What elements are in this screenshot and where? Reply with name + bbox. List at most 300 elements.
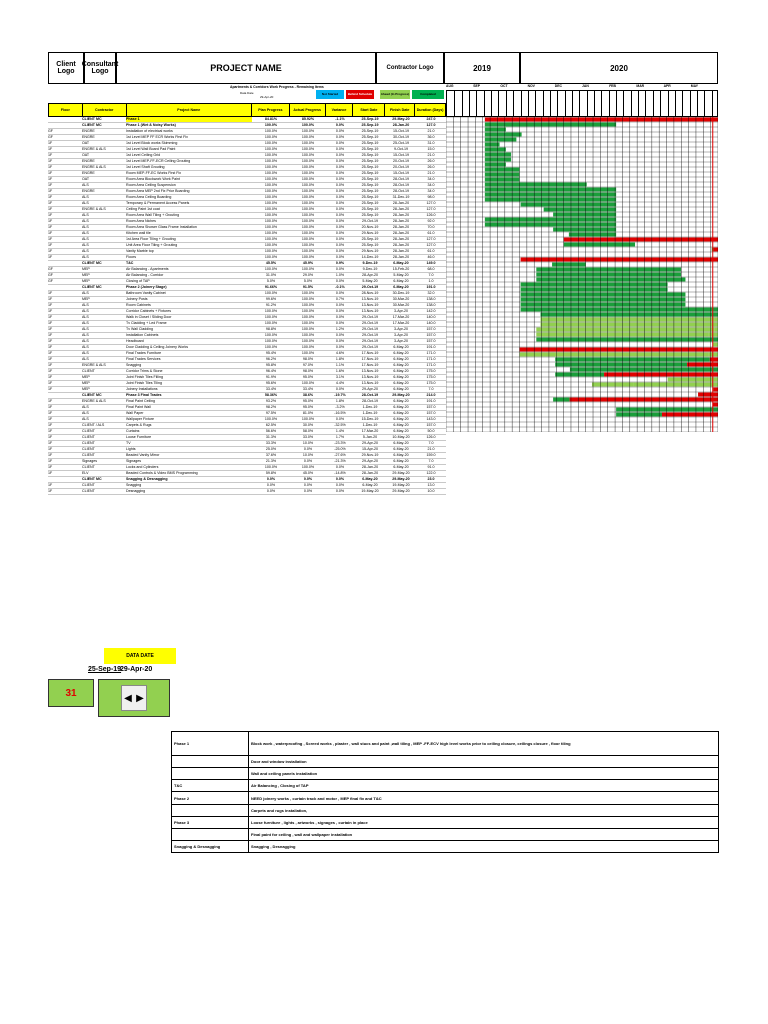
table-cell: Headboard	[126, 339, 252, 345]
table-cell: 138.0	[416, 297, 446, 303]
table-cell: 127.0	[416, 243, 446, 249]
table-cell: ALS	[82, 333, 126, 339]
table-cell: 29-May-20	[386, 393, 416, 399]
table-cell: 45.9%	[290, 261, 326, 267]
gantt-header-divider	[675, 91, 676, 116]
table-cell: 25-Sep-19	[354, 171, 386, 177]
table-cell: 29-Oct-19	[354, 339, 386, 345]
table-cell: 15-Feb-20	[386, 267, 416, 273]
gantt-bar-progress	[555, 373, 604, 377]
scope-row	[172, 829, 719, 841]
table-cell: 0.0%	[326, 201, 354, 207]
table-cell: ALS	[82, 411, 126, 417]
table-cell: Phase 1	[126, 117, 252, 123]
gantt-bar-completed	[485, 148, 506, 152]
table-cell: 17-Nov-19	[354, 357, 386, 363]
table-cell: 191.0	[416, 399, 446, 405]
table-cell: 97.0%	[290, 363, 326, 369]
table-cell: 0.0%	[326, 135, 354, 141]
table-cell: 0.0%	[326, 465, 354, 471]
gantt-bar-completed	[485, 183, 587, 187]
table-cell: 100.0%	[290, 159, 326, 165]
table-cell: Corridor Trims & Stone	[126, 369, 252, 375]
table-cell: 7.0	[416, 459, 446, 465]
table-cell: 100.0%	[252, 141, 290, 147]
table-cell: 100.0%	[252, 237, 290, 243]
table-cell: 100.0%	[252, 225, 290, 231]
table-cell: 1F	[48, 207, 82, 213]
gantt-header-divider	[579, 91, 580, 116]
table-cell: 28-Jan-20	[386, 249, 416, 255]
table-cell: 100.0%	[252, 129, 290, 135]
table-cell: MEP	[82, 375, 126, 381]
table-cell: 3-Apr-20	[386, 309, 416, 315]
table-cell: 127.0	[416, 207, 446, 213]
table-cell: Unit Area Floor Tiling + Grouting	[126, 243, 252, 249]
table-cell: 0.0%	[326, 483, 354, 489]
gantt-bar-completed	[485, 128, 506, 132]
table-cell: 25-Sep-19	[354, 135, 386, 141]
table-cell: 7.0	[416, 441, 446, 447]
table-cell: 100.0%	[290, 183, 326, 189]
gantt-month-label: FEB	[609, 84, 616, 88]
table-cell: 0.0%	[326, 141, 354, 147]
gantt-bar-remaining	[714, 318, 718, 322]
table-cell: 6-May-20	[386, 417, 416, 423]
table-cell: 10.0	[416, 489, 446, 495]
table-cell: 25-Sep-19	[354, 195, 386, 201]
table-cell: 6-May-20	[386, 381, 416, 387]
gantt-header-divider	[513, 91, 514, 116]
table-cell: 100.0%	[252, 153, 290, 159]
table-cell: 29-Oct-19	[354, 333, 386, 339]
data-date-value: 29-Apr-20	[260, 95, 274, 99]
table-cell: 100.0%	[290, 309, 326, 315]
table-cell: 6-May-20	[386, 399, 416, 405]
table-cell: Tv Cladding + Led Frame	[126, 321, 252, 327]
project-name: PROJECT NAME	[116, 52, 376, 84]
gantt-header-divider	[638, 91, 639, 116]
table-cell: 6-May-20	[386, 285, 416, 291]
gantt-header-divider	[543, 91, 544, 116]
table-cell: GF	[48, 273, 82, 279]
table-cell: 1F	[48, 195, 82, 201]
col-finish-date: Finish Date	[385, 104, 415, 116]
table-cell: 6-May-20	[354, 477, 386, 483]
table-cell: Room Cabinets	[126, 303, 252, 309]
table-cell: MEP	[82, 273, 126, 279]
table-cell: T&C	[126, 261, 252, 267]
table-cell: Final Trades Services	[126, 357, 252, 363]
table-cell: CLIENT MC	[82, 285, 126, 291]
table-cell: 1F	[48, 423, 82, 429]
gantt-bar-remaining	[698, 393, 718, 397]
table-cell: 68.0	[416, 267, 446, 273]
table-cell: 30-Dec-19	[386, 291, 416, 297]
table-cell: ALS	[82, 183, 126, 189]
date-start: 25-Sep-19	[88, 666, 122, 673]
gantt-bar-progress	[616, 413, 662, 417]
table-cell: 138.0	[416, 303, 446, 309]
table-cell: 0.0%	[326, 255, 354, 261]
table-cell: 100.0%	[290, 237, 326, 243]
table-cell: 0.0%	[326, 213, 354, 219]
table-cell: Wallpaper Fixture	[126, 417, 252, 423]
table-cell: 0.0%	[326, 159, 354, 165]
gantt-bar-completed	[521, 283, 668, 287]
table-cell: ALS	[82, 213, 126, 219]
table-cell: ENGRE	[82, 189, 126, 195]
table-cell: 28-Jan-20	[386, 213, 416, 219]
table-cell: 5.0%	[252, 279, 290, 285]
gantt-header-divider	[623, 91, 624, 116]
table-cell: Phase 3 Final Trades	[126, 393, 252, 399]
table-cell: 20-Oct-19	[386, 165, 416, 171]
table-cell: Phase 2 (Joinery Stage)	[126, 285, 252, 291]
table-cell: 6-May-20	[386, 375, 416, 381]
table-cell: Room MEP-FF-EC Works First Fix	[126, 171, 252, 177]
table-cell: 0.0%	[326, 249, 354, 255]
table-cell: 100.0%	[252, 165, 290, 171]
table-cell: -14.8%	[326, 471, 354, 477]
table-cell: 13-Nov-19	[354, 369, 386, 375]
table-cell: 29-Nov-19	[354, 249, 386, 255]
table-cell: 19-May-20	[354, 489, 386, 495]
table-cell: CLIENT	[82, 435, 126, 441]
gantt-header-divider	[557, 91, 558, 116]
gantt-bar-remaining	[709, 333, 718, 337]
table-cell: 100.0%	[290, 315, 326, 321]
scope-row	[172, 732, 719, 756]
col-actual-progress: Actual Progress	[290, 104, 326, 116]
scope-phase	[172, 768, 249, 780]
table-cell: 100.0%	[290, 339, 326, 345]
table-cell: MEP	[82, 267, 126, 273]
table-cell: Locks and Cylinders	[126, 465, 252, 471]
scope-row	[172, 768, 719, 780]
table-cell: 25-Sep-19	[354, 147, 386, 153]
table-cell: 31.0%	[252, 273, 290, 279]
table-cell: 100.0%	[252, 243, 290, 249]
gantt-bar-completed	[552, 263, 586, 267]
table-cell: Desnagging	[126, 489, 252, 495]
gantt-bar-completed	[485, 198, 616, 202]
table-cell: 100.0%	[290, 195, 326, 201]
table-cell: 46.0	[416, 255, 446, 261]
table-cell: 28-Jan-20	[354, 471, 386, 477]
table-cell: 26.0	[416, 159, 446, 165]
table-cell: Ceiling Paint 1st coat	[126, 207, 252, 213]
table-cell: GF	[48, 279, 82, 285]
table-cell: 29-Oct-19	[354, 327, 386, 333]
table-cell: 25-Sep-19	[354, 189, 386, 195]
scope-row	[172, 792, 719, 805]
table-cell: 29-Apr-20	[354, 387, 386, 393]
scope-description: Door and window installation	[249, 756, 719, 768]
gantt-header-divider	[653, 91, 654, 116]
gantt-header-divider	[594, 91, 595, 116]
table-cell: 100.0%	[290, 321, 326, 327]
table-cell: 0.0%	[326, 237, 354, 243]
gantt-header-divider	[476, 91, 477, 116]
date-spinner[interactable]	[121, 685, 147, 711]
table-cell: Installation Cabinets	[126, 333, 252, 339]
gantt-month-label: NOV	[527, 84, 535, 88]
table-cell: 30-Mar-20	[386, 297, 416, 303]
gantt-bar-remaining	[697, 378, 718, 382]
gantt-summary-bar	[485, 123, 616, 127]
col-variance: Variance	[326, 104, 354, 116]
table-cell: 28-Jan-20	[386, 225, 416, 231]
table-cell: -21.3%	[326, 459, 354, 465]
table-cell: Walk in Closet / Sliding Door	[126, 315, 252, 321]
table-cell: Kitchen wall tile	[126, 231, 252, 237]
table-cell: -19.7%	[326, 393, 354, 399]
table-cell: 100.0%	[290, 147, 326, 153]
table-cell: 25-Sep-19	[354, 165, 386, 171]
table-cell: 0.0%	[326, 165, 354, 171]
gantt-header-divider	[506, 91, 507, 116]
table-cell: 25-Sep-19	[354, 117, 386, 123]
table-cell: 28-Jan-20	[386, 255, 416, 261]
table-cell: ALS	[82, 237, 126, 243]
table-cell: 100.0%	[252, 123, 290, 129]
table-cell: 1F	[48, 459, 82, 465]
table-cell: 100.0%	[290, 141, 326, 147]
table-cell: 1.8%	[326, 399, 354, 405]
table-cell: Room Area Ceiling Suspension	[126, 183, 252, 189]
table-cell: 28-Oct-19	[354, 393, 386, 399]
table-cell: 29-Nov-19	[354, 453, 386, 459]
table-cell: 1F	[48, 369, 82, 375]
table-cell: 127.0	[416, 237, 446, 243]
gantt-bar-remaining	[570, 398, 718, 402]
gantt-bar-completed	[616, 408, 718, 412]
table-cell: 100.0%	[252, 189, 290, 195]
table-cell: 0.0%	[326, 225, 354, 231]
table-cell: 4.6%	[326, 351, 354, 357]
table-cell: 5-Jan-20	[354, 435, 386, 441]
table-cell: 0.0%	[326, 303, 354, 309]
table-cell: 0.0%	[326, 315, 354, 321]
table-cell: ALS	[82, 291, 126, 297]
table-cell: 33.3%	[252, 441, 290, 447]
gantt-bar-completed	[564, 243, 635, 247]
table-cell: 0.0%	[326, 195, 354, 201]
gantt-header-divider	[572, 91, 573, 116]
scope-row	[172, 780, 719, 792]
table-cell: 29-May-20	[386, 117, 416, 123]
table-cell: 1F	[48, 165, 82, 171]
table-cell: Room Area Shower Glass Frame Installation	[126, 225, 252, 231]
table-cell: ENGRE	[82, 129, 126, 135]
table-cell: ALS	[82, 315, 126, 321]
table-cell: 100.0%	[290, 381, 326, 387]
table-cell: 100.0%	[252, 171, 290, 177]
table-cell: 15.0	[416, 147, 446, 153]
table-cell: ALS	[82, 255, 126, 261]
gantt-bar-completed	[544, 208, 616, 212]
table-cell: MEP	[82, 279, 126, 285]
table-cell: 100.0%	[252, 201, 290, 207]
table-cell: CLIENT / ALS	[82, 423, 126, 429]
col-start-date: Start Date	[353, 104, 385, 116]
table-cell: 29-Oct-19	[354, 219, 386, 225]
scope-row	[172, 841, 719, 853]
table-cell: 21.0	[416, 171, 446, 177]
table-cell: 81.0%	[290, 411, 326, 417]
table-cell: 1F	[48, 183, 82, 189]
gantt-header-divider	[484, 91, 485, 116]
table-cell: MEP	[82, 387, 126, 393]
table-cell: -23.3%	[326, 441, 354, 447]
table-cell: 26.0	[416, 165, 446, 171]
table-cell: 0.0%	[290, 447, 326, 453]
table-cell: 6-May-20	[386, 345, 416, 351]
table-cell: 29-Apr-20	[354, 441, 386, 447]
table-cell: 6-May-20	[354, 483, 386, 489]
table-cell: 1F	[48, 363, 82, 369]
table-cell: 95.0%	[290, 375, 326, 381]
table-cell: 1-Dec-19	[354, 405, 386, 411]
scope-phase	[172, 805, 249, 817]
gantt-bar-completed	[485, 138, 517, 142]
table-cell: MEP	[82, 381, 126, 387]
table-cell: 25-Sep-19	[354, 177, 386, 183]
table-cell: Snagging	[126, 363, 252, 369]
table-cell: 1.7%	[326, 435, 354, 441]
gantt-month-label: AUG	[446, 84, 454, 88]
table-cell: GF	[48, 129, 82, 135]
table-cell: 1F	[48, 225, 82, 231]
table-cell: 98.0%	[290, 369, 326, 375]
gantt-header-divider	[528, 91, 529, 116]
table-cell: 3-Apr-20	[386, 327, 416, 333]
client-logo: Client Logo	[48, 52, 84, 84]
legend-not-started: Not Started	[316, 90, 344, 99]
table-cell: 99.6%	[252, 297, 290, 303]
gantt-bar-completed	[536, 268, 681, 272]
table-cell: 1F	[48, 411, 82, 417]
table-cell: 92.0	[416, 219, 446, 225]
gantt-bar-remaining	[714, 248, 718, 252]
table-cell: 1st Level Wall Board Pad Paint	[126, 147, 252, 153]
gantt-bar-completed	[553, 228, 616, 232]
table-cell: 1.0%	[326, 273, 354, 279]
table-cell: Lights	[126, 447, 252, 453]
table-cell: 0.0%	[252, 477, 290, 483]
table-cell: 100.0%	[290, 201, 326, 207]
table-cell: 100.0%	[290, 249, 326, 255]
table-cell: 100.0%	[290, 123, 326, 129]
gantt-header-divider	[616, 91, 617, 116]
table-cell: 100.0%	[252, 267, 290, 273]
table-cell: TV	[126, 441, 252, 447]
table-cell: 100.0%	[290, 171, 326, 177]
table-cell: 1F	[48, 435, 82, 441]
table-cell: -16.5%	[326, 411, 354, 417]
gantt-header-divider	[631, 91, 632, 116]
gantt-header-divider	[609, 91, 610, 116]
table-cell: 17-Mar-20	[386, 321, 416, 327]
table-cell: 100.0%	[252, 315, 290, 321]
table-cell: MEP	[82, 297, 126, 303]
table-cell: 100.0%	[290, 291, 326, 297]
table-cell: 28-Oct-19	[386, 183, 416, 189]
table-cell: 28-Jan-20	[386, 123, 416, 129]
table-cell: 29.0%	[290, 273, 326, 279]
table-cell: 13-Nov-19	[354, 297, 386, 303]
table-cell: Joint Finish Tiles Tiling	[126, 381, 252, 387]
table-cell: 21.0	[416, 129, 446, 135]
table-cell: 1F	[48, 447, 82, 453]
table-row	[48, 489, 446, 495]
table-cell: CLIENT	[82, 489, 126, 495]
gantt-bar-remaining	[634, 383, 718, 387]
table-cell: 127.0	[416, 201, 446, 207]
table-cell: 0.0%	[290, 459, 326, 465]
table-cell: Joinery Installations	[126, 387, 252, 393]
table-cell: Room Area MEP 2nd Fix Prior Boarding	[126, 189, 252, 195]
table-cell: Bathroom Vanity Cabinet	[126, 291, 252, 297]
spinner-panel	[98, 679, 170, 717]
gantt-month-label: JAN	[582, 84, 589, 88]
gantt-bar-completed	[485, 188, 616, 192]
table-cell: 100.0%	[252, 219, 290, 225]
table-cell: 1F	[48, 453, 82, 459]
table-cell: 100.0%	[290, 135, 326, 141]
table-cell: 0.0%	[326, 345, 354, 351]
table-cell: ALS	[82, 357, 126, 363]
table-cell: 91.9%	[252, 375, 290, 381]
legend-completed: Completed	[412, 90, 444, 99]
table-cell: 100.0%	[290, 225, 326, 231]
table-cell: 0.0%	[326, 477, 354, 483]
table-cell: Final Paint Wall	[126, 405, 252, 411]
scope-description: Snagging , Desnagging	[249, 841, 719, 853]
table-cell: 37.6%	[252, 453, 290, 459]
table-cell: CLIENT	[82, 441, 126, 447]
table-cell: 25-Sep-19	[354, 213, 386, 219]
arrow-right-icon[interactable]: ▶	[136, 692, 144, 704]
table-cell: Room Area Niches	[126, 219, 252, 225]
table-cell: 100.0%	[252, 213, 290, 219]
gantt-summary-bar	[485, 118, 718, 122]
table-cell: 9-Oct-19	[386, 147, 416, 153]
table-cell: 175.0	[416, 375, 446, 381]
table-cell: 5.0%	[290, 279, 326, 285]
table-cell: -25.0%	[326, 447, 354, 453]
table-cell: 28-Jan-20	[386, 237, 416, 243]
table-cell: 6-May-20	[386, 387, 416, 393]
table-cell: 17-Mar-20	[386, 315, 416, 321]
gantt-bar-progress	[555, 363, 687, 367]
table-cell: 28-Oct-19	[354, 399, 386, 405]
table-cell: 149.0	[416, 261, 446, 267]
table-cell: 1F	[48, 231, 82, 237]
table-cell: 25-Oct-19	[386, 141, 416, 147]
table-cell: ALS	[82, 249, 126, 255]
table-cell: ALS	[82, 231, 126, 237]
table-cell: 15-Oct-19	[386, 129, 416, 135]
table-cell: 15-Oct-19	[386, 153, 416, 159]
table-cell: 28-Jan-20	[386, 207, 416, 213]
table-cell: ENGRE	[82, 135, 126, 141]
table-cell: CLIENT MC	[82, 477, 126, 483]
table-cell: ALS	[82, 201, 126, 207]
arrow-left-icon[interactable]: ◀	[124, 692, 132, 704]
table-cell: 31.0	[416, 141, 446, 147]
